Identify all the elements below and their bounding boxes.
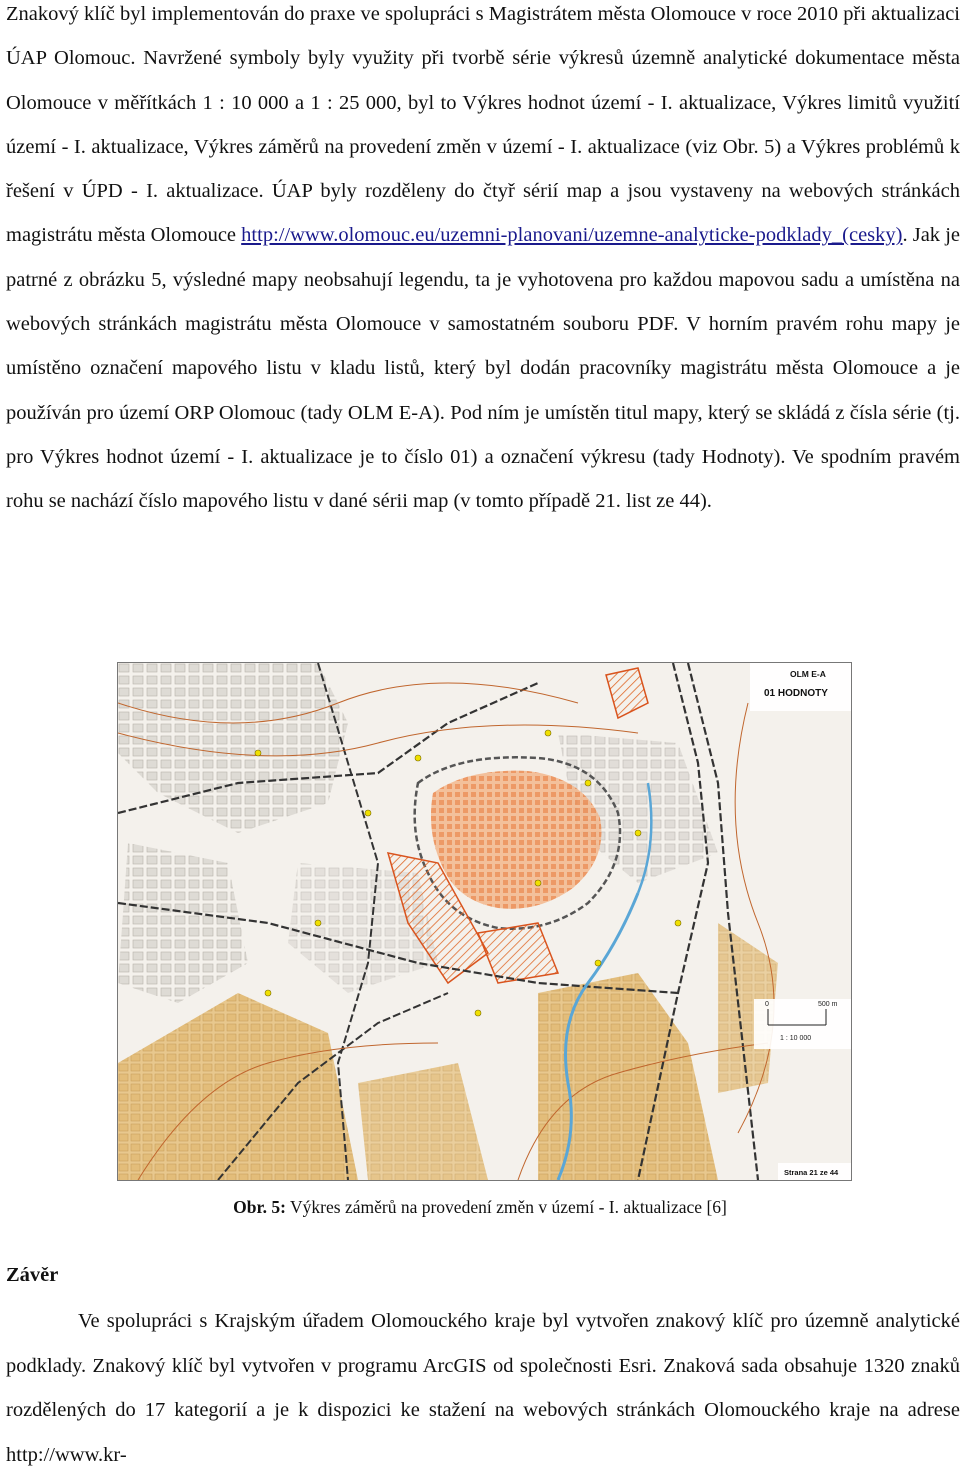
figure-map xyxy=(117,662,852,1181)
figure-caption xyxy=(0,1196,960,1218)
caption-text: Výkres záměrů na provedení změn v území - I. aktualizace [6] xyxy=(285,1197,727,1217)
scale-distance: 500 m xyxy=(818,1001,838,1008)
section-heading-conclusion: Závěr xyxy=(6,1264,59,1286)
map-title: 01 HODNOTY xyxy=(764,688,828,699)
map-image xyxy=(118,663,851,1180)
paragraph-intro-text-continued: . Jak je patrné z obrázku 5, výsledné mapy neobsahují legendu, ta je vyhotovena pro každou mapovou sadu a umístěna na webových stránkách magistrátu města Olomouce v samostatném souboru PDF. V horním pravém rohu mapy je umístěno označení mapového listu v kladu listů, který byl dodán pracovníky magistrátu města Olomouce a je používán pro území ORP Olomouc (tady OLM E-A). Pod ním je umístěn titul mapy, který se skládá z čísla série (tj. pro Výkres hodnot území - I. aktualizace je to číslo 01) a označení výkresu (tady Hodnoty). Ve spodním pravém rohu se nachází číslo mapového listu v dané sérii map (v tomto případě 21. list ze 44). xyxy=(6,224,960,513)
sheet-code: OLM E-A xyxy=(790,669,826,679)
paragraph-intro xyxy=(6,0,960,524)
paragraph-intro-text: Znakový klíč byl implementován do praxe ve spolupráci s Magistrátem města Olomouce v roce 2010 při aktualizaci ÚAP Olomouc. Navržené symboly byly využity při tvorbě série výkresů územně analytické dokumentace města Olomouce v měřítkách 1 : 10 000 a 1 : 25 000, byl to Výkres hodnot území - I. aktualizace, Výkres limitů využití území - I. aktualizace, Výkres záměrů na provedení změn v území - I. aktualizace (viz Obr. 5) a Výkres problémů k řešení v ÚPD - I. aktualizace. ÚAP byly rozděleny do čtyř sérií map a jsou vystaveny na webových stránkách magistrátu města Olomouce xyxy=(6,3,960,247)
uap-link[interactable]: http://www.olomouc.eu/uzemni-planovani/uzemne-analyticke-podklady_(cesky) xyxy=(241,224,903,247)
scale-ratio: 1 : 10 000 xyxy=(780,1035,812,1042)
paragraph-conclusion: Ve spolupráci s Krajským úřadem Olomouckého kraje byl vytvořen znakový klíč pro územně analytické podklady. Znakový klíč byl vytvořen v programu ArcGIS od společnosti Esri. Znaková sada obsahuje 1320 znaků rozdělených do 17 kategorií a je k dispozici ke stažení na webových stránkách Olomouckého kraje na adrese http://www.kr- xyxy=(6,1310,960,1467)
caption-label: Obr. 5: xyxy=(233,1197,286,1217)
sheet-number: Strana 21 ze 44 xyxy=(784,1168,839,1177)
scale-zero: 0 xyxy=(765,1001,769,1008)
